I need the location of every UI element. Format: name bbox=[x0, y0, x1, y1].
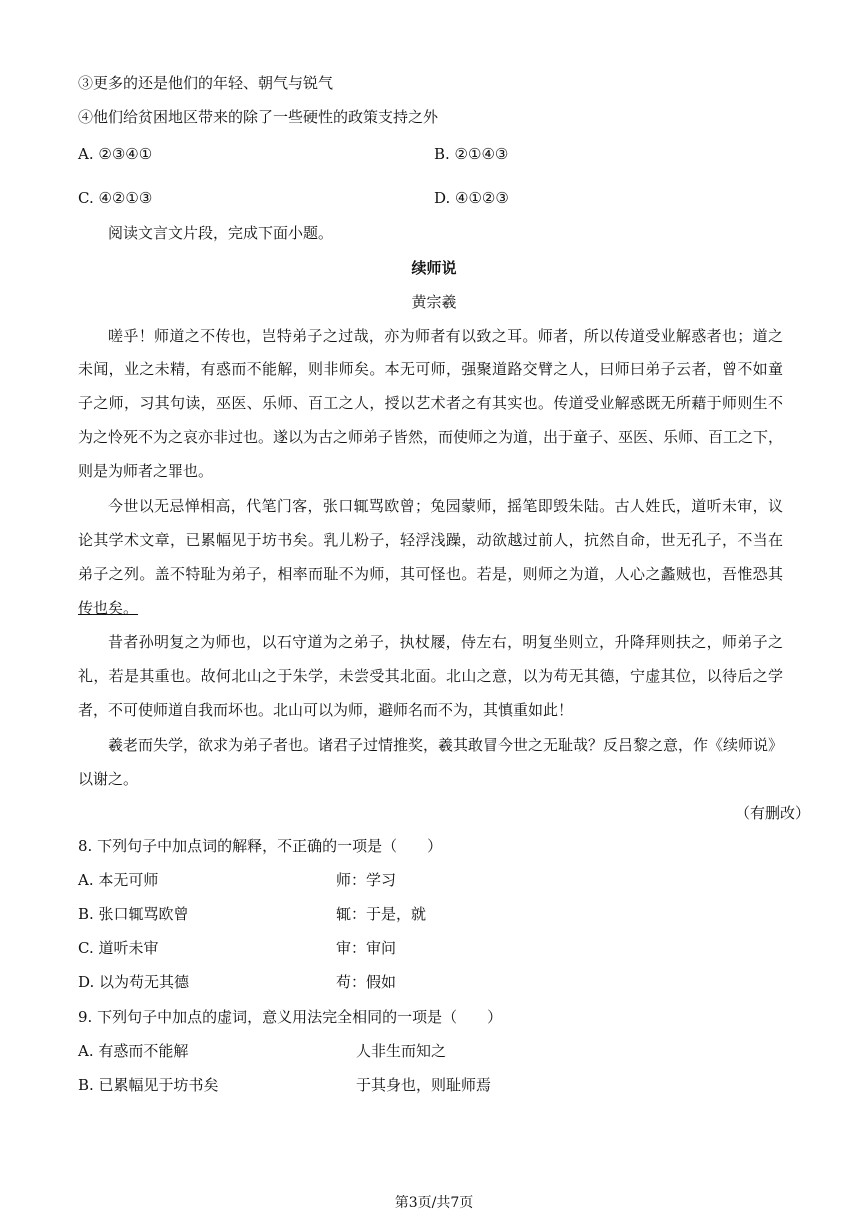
passage-note: （有删改） bbox=[734, 804, 810, 822]
q9-option-label: A. 有惑而不能解 bbox=[78, 1042, 189, 1060]
q8-option-label: A. 本无可师 bbox=[78, 871, 159, 889]
q9-option-a bbox=[78, 1041, 778, 1061]
passage-line: 弟子之列。盖不特耻为弟子，相率而耻不为师，其可怪也。若是，则师之为道，人心之蠡贼也，吾惟恐其 bbox=[78, 565, 783, 583]
passage-line: 以谢之。 bbox=[78, 770, 139, 788]
passage-line: 传也矣。 bbox=[78, 599, 139, 617]
passage-line: 子之师，习其句读，巫医、乐师、百工之人，授以艺术者之有其实也。传道受业解惑既无所藉于师则生不 bbox=[78, 394, 783, 412]
q8-option-label: D. 以为苟无其德 bbox=[78, 973, 190, 991]
passage-line: 为之怜死不为之哀亦非过也。遂以为古之师弟子皆然，而使师之为道，出于童子、巫医、乐师、百工之下， bbox=[78, 428, 784, 446]
passage-line: 未闻，业之未精，有惑而不能解，则非师矣。本无可师，强聚道路交臂之人，曰师曰弟子云者，曾不如童 bbox=[78, 360, 783, 378]
q9-option-label: B. 已累幅见于坊书矣 bbox=[78, 1076, 219, 1094]
choice-c: C. ④②①③ bbox=[78, 189, 153, 207]
passage-line: 论其学术文章，已累幅见于坊书矣。乳儿粉子，轻浮浅躁，动欲越过前人，抗然自命，世无孔子，不当在 bbox=[78, 531, 783, 549]
passage-line: 嗟乎！师道之不传也，岂特弟子之过哉，亦为师者有以致之耳。师者，所以传道受业解惑者也；道之 bbox=[108, 327, 783, 345]
instruction: 阅读文言文片段，完成下面小题。 bbox=[108, 224, 334, 242]
option-item-3: ③更多的还是他们的年轻、朝气与锐气 bbox=[78, 74, 334, 92]
page-footer: 第3页/共7页 bbox=[394, 1195, 474, 1211]
q9-option-answer: 人非生而知之 bbox=[356, 1042, 447, 1060]
passage-line: 羲老而失学，欲求为弟子者也。诸君子过情推奖，羲其敢冒今世之无耻哉？反吕黎之意，作《续师说》 bbox=[108, 736, 784, 754]
choice-b: B. ②①④③ bbox=[434, 145, 509, 163]
q8-option-label: B. 张口辄骂欧曾 bbox=[78, 905, 189, 923]
choice-d: D. ④①②③ bbox=[434, 189, 509, 207]
option-item-4: ④他们给贫困地区带来的除了一些硬性的政策支持之外 bbox=[78, 108, 439, 126]
q9-option-answer: 于其身也，则耻师焉 bbox=[356, 1076, 492, 1094]
q8-option-answer: 苟：假如 bbox=[336, 973, 397, 991]
q8-option-c bbox=[78, 938, 778, 958]
q8-option-answer: 辄：于是，就 bbox=[336, 905, 427, 923]
question-8-stem: 8. 下列句子中加点词的解释，不正确的一项是（ ） bbox=[78, 837, 443, 855]
q8-option-a bbox=[78, 870, 778, 890]
q8-option-answer: 审：审问 bbox=[336, 939, 397, 957]
q8-option-b bbox=[78, 904, 778, 924]
passage-line: 今世以无忌惮相高，代笔门客，张口辄骂欧曾；兔园蒙师，摇笔即毁朱陆。古人姓氏，道听未审，议 bbox=[108, 497, 783, 515]
passage-line: 礼，若是其重也。故何北山之于朱学，未尝受其北面。北山之意，以为苟无其德，宁虚其位，以待后之学 bbox=[78, 667, 783, 685]
question-9-stem: 9. 下列句子中加点的虚词，意义用法完全相同的一项是（ ） bbox=[78, 1008, 503, 1026]
passage-line: 者，不可使师道自我而坏也。北山可以为师，避师名而不为，其慎重如此！ bbox=[78, 701, 574, 719]
q8-option-d bbox=[78, 972, 778, 992]
passage-author: 黄宗羲 bbox=[411, 293, 457, 311]
passage-title: 续师说 bbox=[411, 259, 457, 277]
passage-line: 昔者孙明复之为师也，以石守道为之弟子，执杖屦，侍左右，明复坐则立，升降拜则扶之，师弟子之 bbox=[108, 633, 783, 651]
q8-option-label: C. 道听未审 bbox=[78, 939, 159, 957]
passage-line: 则是为师者之罪也。 bbox=[78, 462, 214, 480]
q8-option-answer: 师：学习 bbox=[336, 871, 397, 889]
q9-option-b bbox=[78, 1075, 778, 1095]
choice-a: A. ②③④① bbox=[78, 145, 153, 163]
